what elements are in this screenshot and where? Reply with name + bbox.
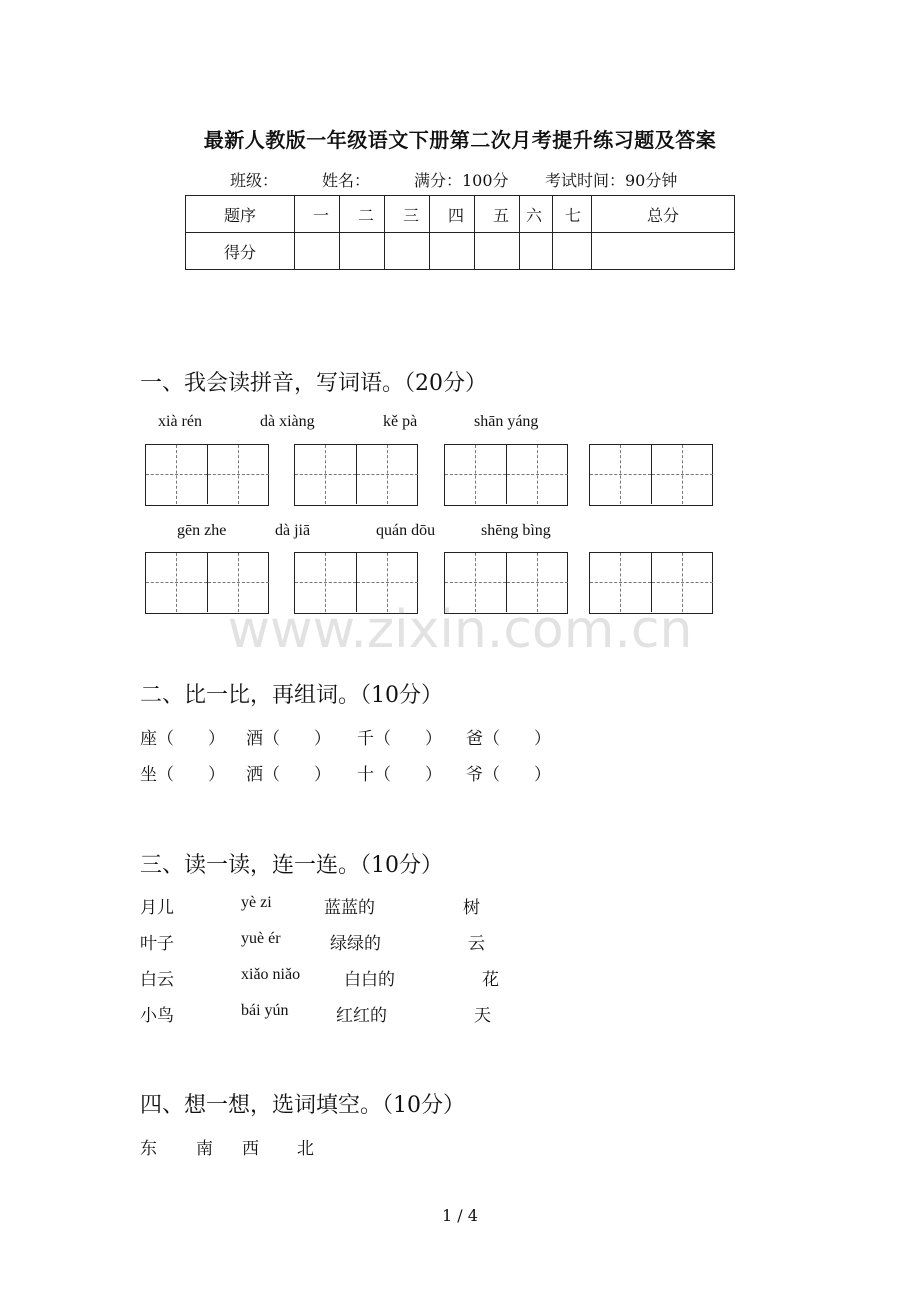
score-header-cell: 七 — [553, 196, 592, 233]
pinyin-label: gēn zhe — [177, 522, 227, 539]
score-cell[interactable] — [592, 233, 735, 270]
score-cell[interactable] — [553, 233, 592, 270]
compare-item: 座（ ） — [140, 729, 225, 749]
compare-item: 爷（ ） — [466, 765, 551, 785]
compare-item: 洒（ ） — [246, 765, 331, 785]
score-header-cell: 五 — [475, 196, 520, 233]
pinyin-label: dà jiā — [275, 522, 311, 539]
match-word: 月儿 — [140, 898, 174, 918]
writing-grid[interactable] — [589, 444, 713, 506]
match-pinyin: yè zi — [241, 894, 272, 911]
writing-grid[interactable] — [145, 444, 269, 506]
match-noun: 云 — [468, 934, 485, 954]
score-header-cell: 二 — [340, 196, 385, 233]
match-word: 叶子 — [140, 934, 174, 954]
score-cell[interactable] — [295, 233, 340, 270]
score-header-cell: 题序 — [186, 196, 295, 233]
pinyin-label: kě pà — [383, 413, 418, 430]
score-header-cell: 一 — [295, 196, 340, 233]
score-header-cell: 总分 — [592, 196, 735, 233]
score-table-score-row — [186, 233, 735, 270]
section3-heading: 三、读一读，连一连。（10分） — [140, 853, 443, 878]
match-adjective: 白白的 — [344, 970, 395, 990]
pinyin-label: xià rén — [158, 413, 202, 430]
pinyin-label: shēng bìng — [481, 522, 551, 539]
pinyin-label: quán dōu — [376, 522, 436, 539]
page-title: 最新人教版一年级语文下册第二次月考提升练习题及答案 — [203, 128, 717, 152]
name-label: 姓名： — [322, 171, 371, 190]
match-noun: 树 — [463, 898, 480, 918]
writing-grid[interactable] — [294, 444, 418, 506]
score-cell[interactable] — [475, 233, 520, 270]
direction-word: 北 — [297, 1139, 314, 1159]
page-number: 1 / 4 — [442, 1206, 478, 1225]
exam-time: 考试时间：90分钟 — [545, 171, 678, 190]
match-pinyin: bái yún — [241, 1002, 289, 1019]
watermark: www.zixin.com.cn — [227, 600, 693, 660]
compare-item: 千（ ） — [357, 729, 442, 749]
match-adjective: 绿绿的 — [330, 934, 381, 954]
match-noun: 天 — [474, 1006, 491, 1026]
compare-item: 坐（ ） — [140, 765, 225, 785]
score-header-cell: 三 — [385, 196, 430, 233]
direction-word: 东 — [140, 1139, 157, 1159]
score-cell[interactable] — [385, 233, 430, 270]
match-noun: 花 — [482, 970, 499, 990]
match-adjective: 蓝蓝的 — [324, 898, 375, 918]
compare-item: 酒（ ） — [246, 729, 331, 749]
class-label: 班级： — [230, 171, 279, 190]
compare-item: 十（ ） — [357, 765, 442, 785]
section2-heading: 二、比一比，再组词。（10分） — [140, 683, 443, 708]
score-row-label: 得分 — [186, 233, 295, 270]
score-header-cell: 四 — [430, 196, 475, 233]
match-pinyin: yuè ér — [241, 930, 281, 947]
score-cell[interactable] — [340, 233, 385, 270]
match-adjective: 红红的 — [336, 1006, 387, 1026]
compare-item: 爸（ ） — [466, 729, 551, 749]
score-table — [185, 195, 735, 270]
direction-word: 南 — [196, 1139, 213, 1159]
score-table-header-row — [186, 196, 735, 233]
section4-heading: 四、想一想，选词填空。（10分） — [140, 1093, 465, 1118]
writing-grid[interactable] — [444, 444, 568, 506]
match-word: 小鸟 — [140, 1006, 174, 1026]
match-pinyin: xiǎo niǎo — [241, 966, 301, 983]
score-header-cell: 六 — [520, 196, 553, 233]
direction-word: 西 — [242, 1139, 259, 1159]
pinyin-label: dà xiàng — [260, 413, 315, 430]
full-score: 满分：100分 — [414, 171, 509, 190]
pinyin-label: shān yáng — [474, 413, 539, 430]
match-word: 白云 — [140, 970, 174, 990]
section1-heading: 一、我会读拼音，写词语。（20分） — [140, 371, 487, 396]
score-cell[interactable] — [430, 233, 475, 270]
score-cell[interactable] — [520, 233, 553, 270]
